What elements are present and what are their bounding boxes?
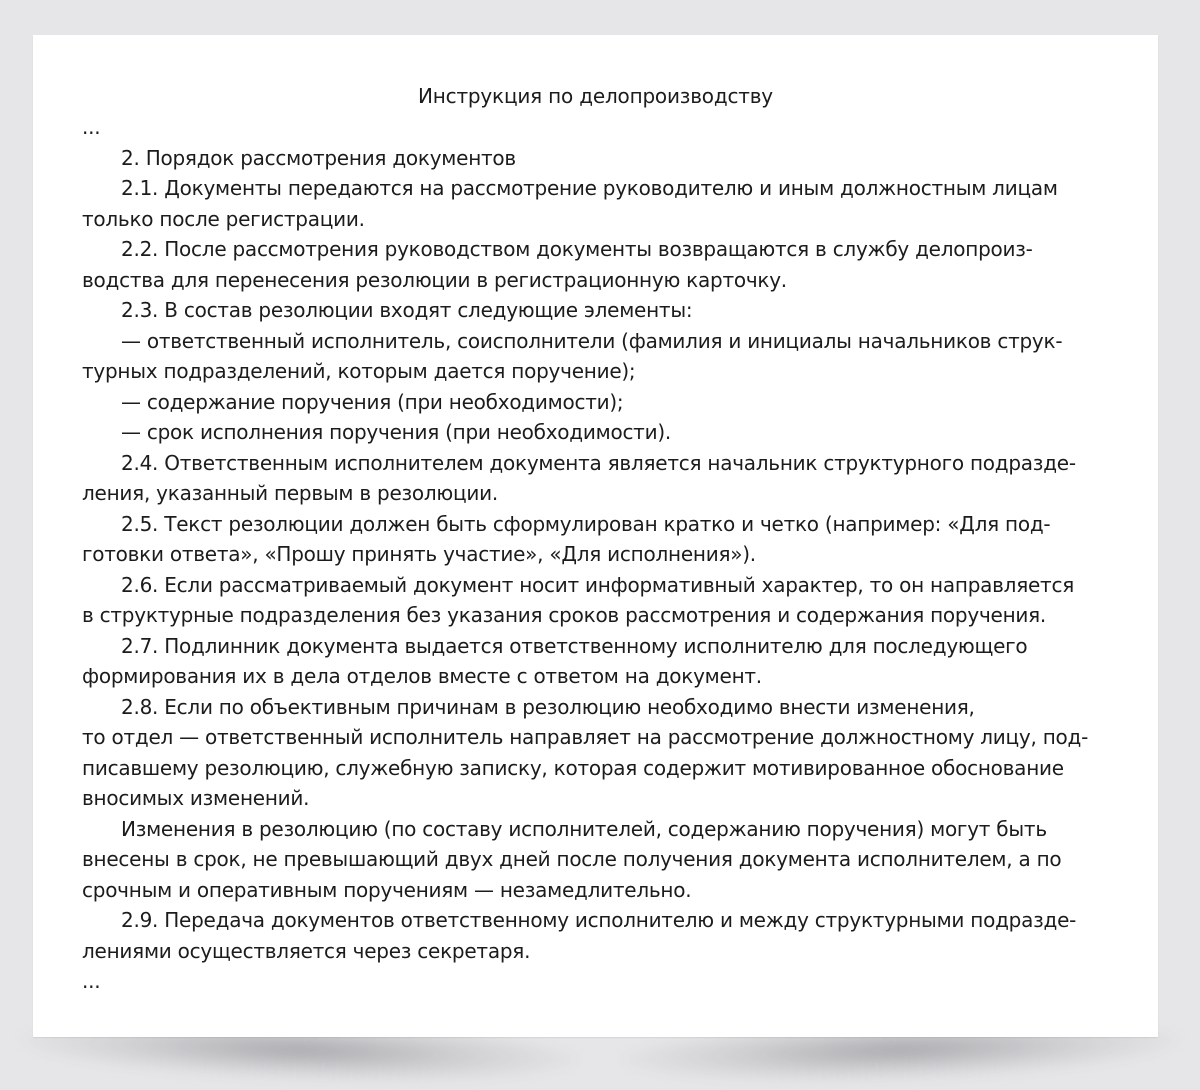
text-line: лениями осуществляется через секретаря. (82, 938, 531, 963)
text-line: готовки ответа», «Прошу принять участие», «Для исполнения»). (82, 542, 756, 566)
text-line: то отдел — ответственный исполнитель направляет на рассмотрение должностному лицу, под- (82, 725, 1089, 749)
text-line: 2.2. После рассмотрения руководством документы возвращаются в службу делопроиз- (121, 237, 1033, 261)
text-line: 2.6. Если рассматриваемый документ носит информативный характер, то он направляется (121, 572, 1074, 597)
text-line: срочным и оперативным поручениям — незамедлительно. (82, 877, 692, 902)
text-line: ... (82, 969, 101, 993)
text-line: внесены в срок, не превышающий двух дней после получения документа исполнителем, а по (82, 847, 1062, 871)
text-line: писавшему резолюцию, служебную записку, которая содержит мотивированное обоснование (82, 755, 1064, 780)
text-line: — срок исполнения поручения (при необходимости). (121, 420, 671, 444)
text-line: 2.7. Подлинник документа выдается ответственному исполнителю для последующего (121, 633, 1028, 658)
document-body (82, 112, 1122, 997)
text-line: водства для перенесения резолюции в регистрационную карточку. (82, 267, 787, 292)
text-line: Изменения в резолюцию (по составу исполнителей, содержанию поручения) могут быть (121, 816, 1047, 841)
text-line: только после регистрации. (82, 206, 365, 231)
text-line: 2.8. Если по объективным причинам в резолюцию необходимо внести изменения, (121, 694, 975, 719)
document-title: Инструкция по делопроизводству (418, 84, 773, 108)
text-line: формирования их в дела отделов вместе с ответом на документ. (82, 664, 762, 688)
text-line: ... (82, 115, 101, 139)
text-line: 2. Порядок рассмотрения документов (121, 145, 516, 170)
text-line: 2.3. В состав резолюции входят следующие элементы: (121, 298, 693, 322)
text-line: 2.9. Передача документов ответственному исполнителю и между структурными подразде- (121, 908, 1077, 932)
text-line: — ответственный исполнитель, соисполнители (фамилия и инициалы начальников струк- (121, 328, 1063, 353)
text-line: 2.1. Документы передаются на рассмотрение руководителю и иным должностным лицам (121, 176, 1058, 200)
text-line: 2.4. Ответственным исполнителем документа является начальник структурного подразде- (121, 450, 1076, 475)
text-line: вносимых изменений. (82, 786, 310, 810)
document-page (33, 35, 1158, 1037)
text-line: ления, указанный первым в резолюции. (82, 481, 498, 505)
text-line: 2.5. Текст резолюции должен быть сформулирован кратко и четко (например: «Для под- (121, 511, 1051, 536)
text-line: турных подразделений, которым дается поручение); (82, 359, 636, 383)
text-line: — содержание поручения (при необходимости); (121, 389, 624, 414)
text-line: в структурные подразделения без указания сроков рассмотрения и содержания поручения. (82, 603, 1047, 627)
